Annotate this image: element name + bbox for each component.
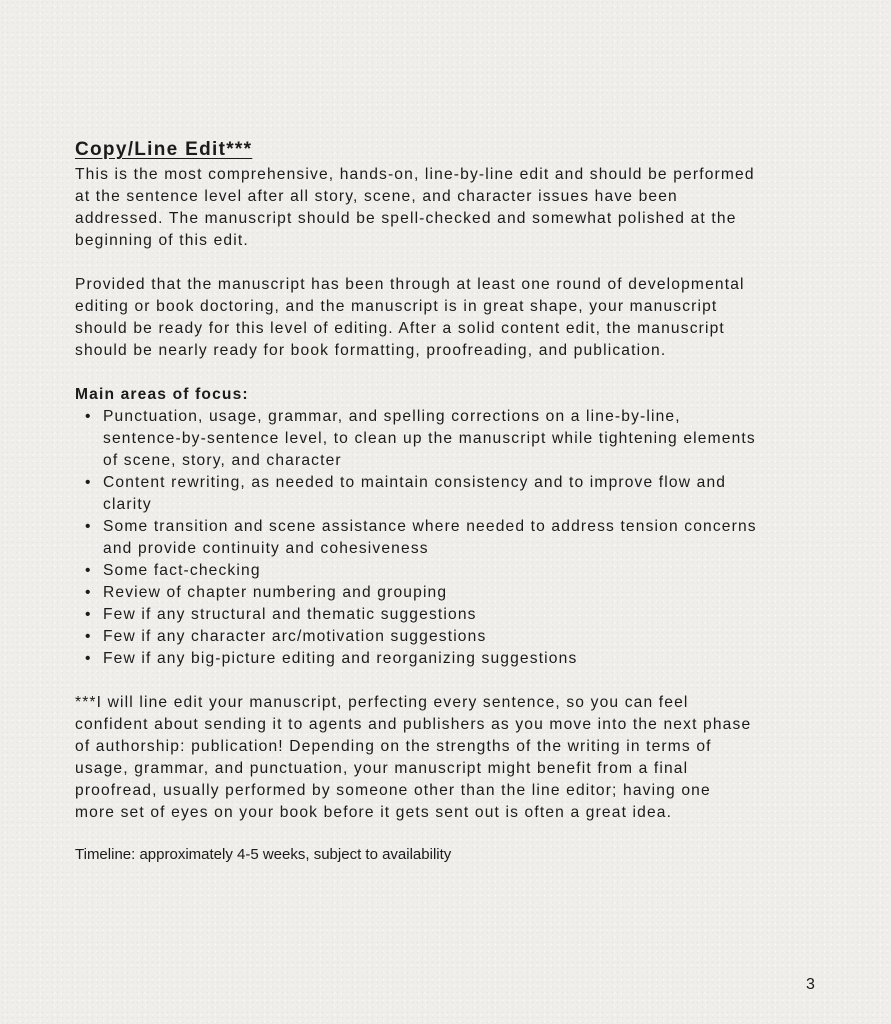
list-item [75, 516, 835, 560]
focus-subheading: Main areas of focus: [75, 386, 249, 403]
text-line: at the sentence level after all story, scene, and character issues have been [75, 188, 678, 205]
bullet-icon: • [85, 628, 92, 645]
list-item-text: sentence-by-sentence level, to clean up the manuscript while tightening elements [103, 430, 756, 447]
list-item-text: Some fact-checking [103, 562, 261, 579]
text-line: Provided that the manuscript has been through at least one round of developmental [75, 276, 745, 293]
list-item [75, 472, 835, 516]
timeline-note: Timeline: approximately 4-5 weeks, subject to availability [75, 846, 452, 863]
page-number: 3 [806, 976, 815, 993]
bullet-icon: • [85, 650, 92, 667]
list-item [75, 582, 835, 604]
list-item-text: Few if any character arc/motivation suggestions [103, 628, 487, 645]
bullet-icon: • [85, 518, 92, 535]
text-line: usage, grammar, and punctuation, your manuscript might benefit from a final [75, 760, 689, 777]
section-heading: Copy/Line Edit*** [75, 139, 253, 160]
bullet-icon: • [85, 474, 92, 491]
closing-paragraph [75, 692, 835, 824]
text-line: beginning of this edit. [75, 232, 249, 249]
list-item-text: Punctuation, usage, grammar, and spelling corrections on a line-by-line, [103, 408, 681, 425]
bullet-icon: • [85, 408, 92, 425]
focus-list [75, 406, 835, 670]
bullet-icon: • [85, 584, 92, 601]
list-item-text: and provide continuity and cohesiveness [103, 540, 429, 557]
text-line: This is the most comprehensive, hands-on, line-by-line edit and should be performed [75, 166, 755, 183]
list-item [75, 626, 835, 648]
list-item-text: clarity [103, 496, 152, 513]
list-item-text: Few if any big-picture editing and reorganizing suggestions [103, 650, 578, 667]
list-item [75, 560, 835, 582]
list-item-text: of scene, story, and character [103, 452, 342, 469]
list-item-text: Some transition and scene assistance where needed to address tension concerns [103, 518, 757, 535]
text-line: proofread, usually performed by someone other than the line editor; having one [75, 782, 711, 799]
list-item-text: Few if any structural and thematic suggestions [103, 606, 477, 623]
text-line: should be nearly ready for book formatting, proofreading, and publication. [75, 342, 667, 359]
list-item-text: Content rewriting, as needed to maintain consistency and to improve flow and [103, 474, 727, 491]
list-item [75, 406, 835, 472]
list-item [75, 648, 835, 670]
text-line: should be ready for this level of editing. After a solid content edit, the manuscript [75, 320, 725, 337]
list-item [75, 604, 835, 626]
text-line: more set of eyes on your book before it gets sent out is often a great idea. [75, 804, 673, 821]
text-line: of authorship: publication! Depending on the strengths of the writing in terms of [75, 738, 712, 755]
text-line: addressed. The manuscript should be spell-checked and somewhat polished at the [75, 210, 737, 227]
intro-paragraph [75, 164, 835, 252]
bullet-icon: • [85, 562, 92, 579]
readiness-paragraph [75, 274, 835, 362]
text-line: confident about sending it to agents and publishers as you move into the next phase [75, 716, 752, 733]
list-item-text: Review of chapter numbering and grouping [103, 584, 448, 601]
text-line: ***I will line edit your manuscript, perfecting every sentence, so you can feel [75, 694, 689, 711]
text-line: editing or book doctoring, and the manuscript is in great shape, your manuscript [75, 298, 718, 315]
document-page [75, 138, 835, 866]
bullet-icon: • [85, 606, 92, 623]
